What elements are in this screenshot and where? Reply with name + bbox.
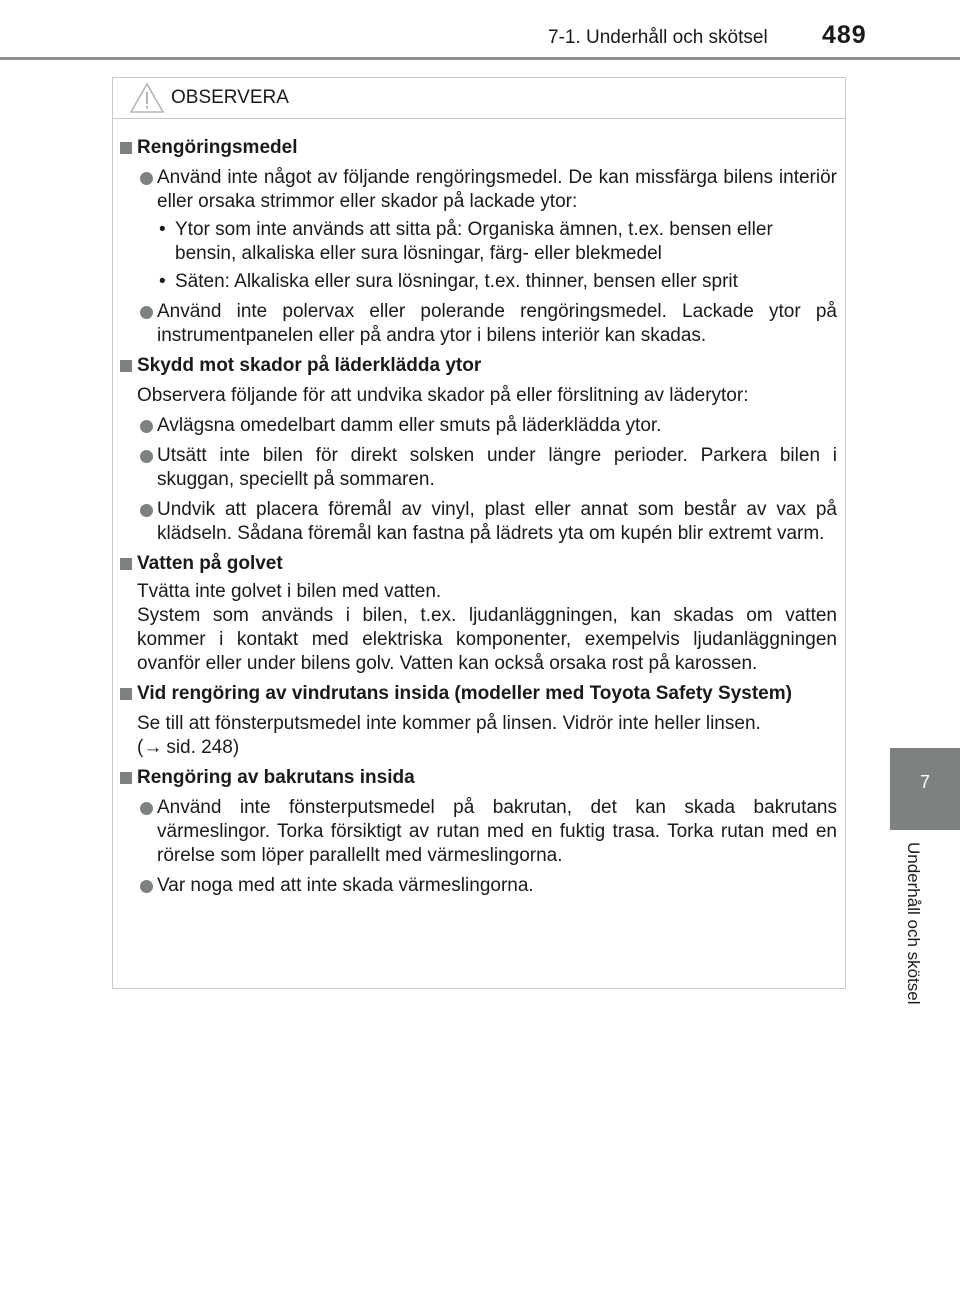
chapter-number: 7 bbox=[919, 772, 930, 792]
paragraph: Observera följande för att undvika skador på eller förslitning av läderytor: bbox=[137, 385, 749, 406]
bullet-item: Utsätt inte bilen för direkt solsken under längre perioder. Parkera bilen i skuggan, speciellt på sommaren. bbox=[117, 444, 837, 492]
warning-triangle-icon bbox=[129, 82, 165, 114]
section-heading: Skydd mot skador på läderklädda ytor bbox=[117, 354, 837, 378]
paragraph: Se till att fönsterputsmedel inte kommer på linsen. Vidrör inte heller linsen. (→ sid. 248) bbox=[137, 713, 761, 758]
bullet-item: Undvik att placera föremål av vinyl, plast eller annat som består av vax på klädseln. Sådana föremål kan fastna på lädrets yta om kupén blir extremt varm. bbox=[117, 498, 837, 546]
notice-box bbox=[112, 77, 846, 989]
section-heading: Vid rengöring av vindrutans insida (modeller med Toyota Safety System) bbox=[117, 682, 837, 706]
paragraph: Tvätta inte golvet i bilen med vatten. bbox=[137, 581, 442, 602]
sub-item: • Ytor som inte används att sitta på: Organiska ämnen, t.ex. bensen eller bensin, alkaliska eller sura lösningar, färg- eller blekmedel bbox=[117, 218, 837, 266]
page-reference-link[interactable]: sid. 248) bbox=[166, 737, 240, 758]
paragraph-text: Se till att fönsterputsmedel inte kommer på linsen. Vidrör inte heller linsen. bbox=[137, 713, 761, 734]
bullet-item: Använd inte något av följande rengöringsmedel. De kan missfärga bilens interiör eller orsaka strimmor eller skador på lackade ytor: bbox=[117, 166, 837, 214]
bullet-item: Var noga med att inte skada värmeslingorna. bbox=[117, 874, 837, 898]
section-heading: Rengöring av bakrutans insida bbox=[117, 766, 837, 790]
bullet-item: Använd inte fönsterputsmedel på bakrutan, det kan skada bakrutans värmeslingor. Torka försiktigt av rutan med en fuktig trasa. Torka rutan med en rörelse som löper parallellt med värmeslingorna. bbox=[117, 796, 837, 868]
arrow-right-icon: → bbox=[143, 737, 163, 758]
chapter-tab bbox=[890, 748, 960, 830]
notice-content bbox=[113, 130, 845, 898]
sub-item: • Säten: Alkaliska eller sura lösningar, t.ex. thinner, bensen eller sprit bbox=[117, 270, 837, 294]
header-divider bbox=[0, 57, 960, 60]
paragraph: System som används i bilen, t.ex. ljudanläggningen, kan skadas om vatten kommer i kontakt med elektriska komponenter, exempelvis ljudanläggningen ovanför eller under bilens golv. Vatten kan också orsaka rost på karossen. bbox=[137, 605, 837, 674]
chapter-label: Underhåll och skötsel bbox=[904, 842, 923, 1005]
bullet-item: Använd inte polervax eller polerande rengöringsmedel. Lackade ytor på instrumentpanelen eller på andra ytor i bilens interiör kan skadas. bbox=[117, 300, 837, 348]
page-number: 489 bbox=[822, 21, 867, 49]
section-heading: Vatten på golvet bbox=[117, 552, 837, 576]
section-heading: Rengöringsmedel bbox=[117, 136, 837, 160]
section-title: 7-1. Underhåll och skötsel bbox=[548, 27, 768, 48]
notice-header bbox=[113, 78, 845, 119]
notice-title: OBSERVERA bbox=[171, 87, 289, 108]
bullet-item: Avlägsna omedelbart damm eller smuts på läderklädda ytor. bbox=[117, 414, 837, 438]
